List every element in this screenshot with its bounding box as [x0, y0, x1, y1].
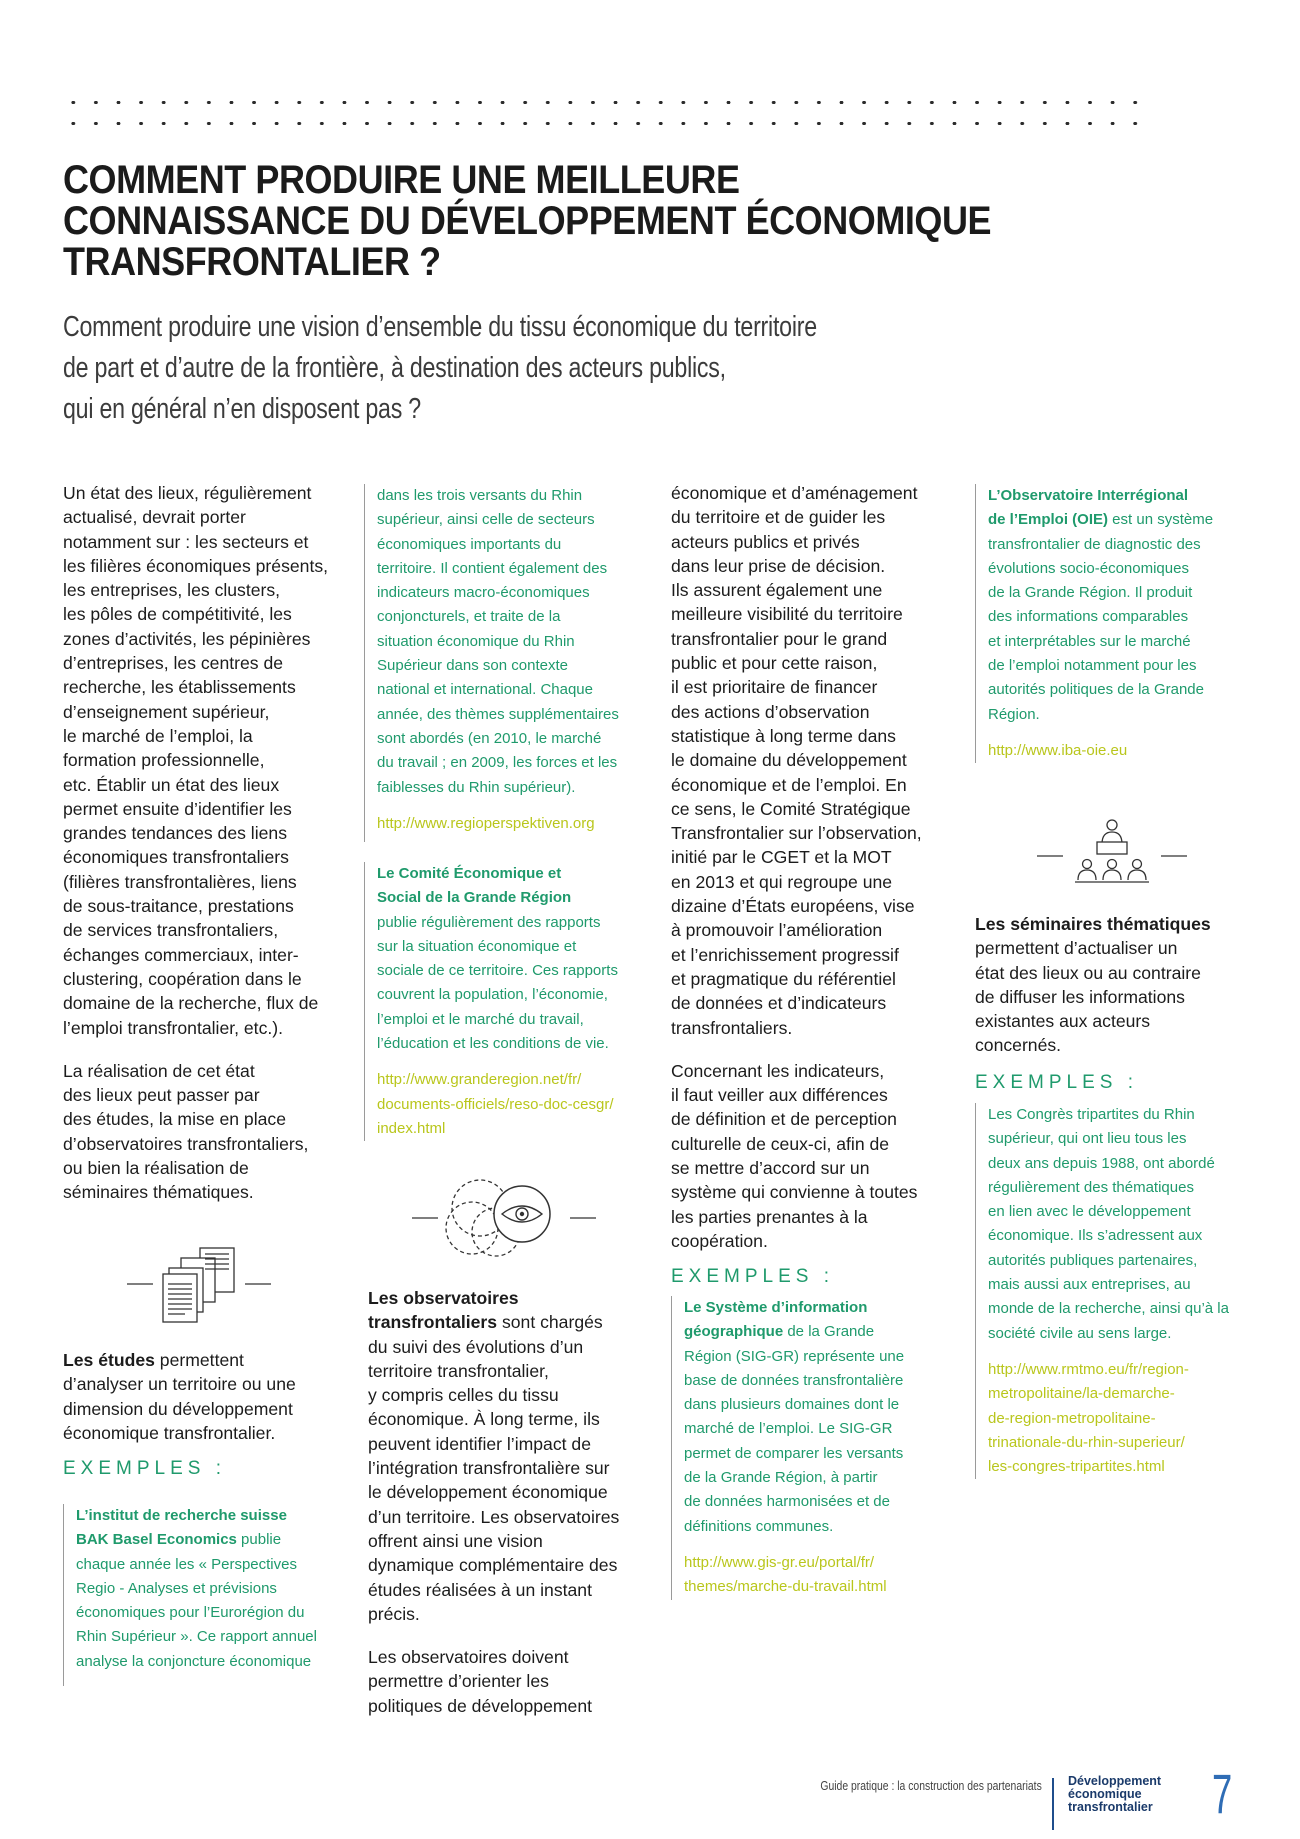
text-line: indicateurs macro-économiques [377, 584, 590, 602]
text-line: les parties prenantes à la [671, 1206, 868, 1227]
oie-line: évolutions socio-économiques [988, 559, 1189, 577]
text-line: sont abordés (en 2010, le marché [377, 729, 602, 747]
sig-line: marché de l’emploi. Le SIG-GR [684, 1420, 893, 1438]
text-line: territoire. Il contient également des [377, 559, 608, 577]
link-line: de-region-metropolitaine- [988, 1409, 1156, 1427]
link-line: index.html [377, 1119, 446, 1137]
text-line: dizaine d’États européens, vise [671, 896, 915, 917]
bak-line: Rhin Supérieur ». Ce rapport annuel [76, 1628, 317, 1646]
link-line: themes/marche-du-travail.html [684, 1578, 887, 1596]
title-line: CONNAISSANCE DU DÉVELOPPEMENT ÉCONOMIQUE [63, 199, 992, 243]
column-3 [671, 481, 961, 1272]
obs-line: offrent ainsi une vision [368, 1530, 543, 1551]
page-subtitle [63, 307, 863, 430]
text-line: notamment sur : les secteurs et [63, 531, 309, 552]
subtitle-line: qui en général n’en disposent pas ? [63, 393, 421, 425]
oie-example-box [975, 484, 1273, 763]
obs-bold-line: Les observatoires [368, 1288, 519, 1308]
text-line: système qui convienne à toutes [671, 1182, 918, 1203]
text-line: ce sens, le Comité Stratégique [671, 798, 911, 819]
text-line: d’entreprises, les centres de [63, 653, 284, 674]
text-line: clustering, coopération dans le [63, 968, 302, 989]
text-line: économiques importants du [377, 535, 562, 553]
text-line: d’observatoires transfrontaliers, [63, 1133, 309, 1154]
obs-line: du suivi des évolutions d’un [368, 1336, 584, 1357]
etudes-line: dimension du développement [63, 1398, 293, 1419]
text-line: domaine de la recherche, flux de [63, 993, 319, 1014]
sem-line: permettent d’actualiser un [975, 938, 1178, 959]
text-line: il faut veiller aux différences [671, 1085, 888, 1106]
oie-bold-line: L’Observatoire Interrégional [988, 487, 1189, 504]
dotted-rule-top [62, 101, 1147, 104]
seminar-audience-icon [1035, 818, 1195, 890]
text-line: en 2013 et qui regroupe une [671, 871, 893, 892]
text-line: Concernant les indicateurs, [671, 1060, 885, 1081]
oie-example-text [988, 484, 1273, 727]
text-line: dans les trois versants du Rhin [377, 487, 583, 504]
text-line: l’emploi transfrontalier, etc.). [63, 1017, 284, 1038]
regio-example-box [364, 484, 662, 842]
congres-example-text [988, 1103, 1273, 1346]
text-line: il est prioritaire de financer [671, 677, 878, 698]
title-line: COMMENT PRODUIRE UNE MEILLEURE [63, 158, 740, 202]
sem-line: état des lieux ou au contraire [975, 962, 1201, 983]
text-line: et l’enrichissement progressif [671, 944, 899, 965]
ces-line: publie régulièrement des rapports [377, 913, 601, 931]
text-line: société civile au sens large. [988, 1324, 1172, 1342]
text-line: conjoncturels, et traite de la [377, 608, 561, 626]
footer-guide-title: Guide pratique : la construction des partenariats [820, 1778, 1042, 1793]
text-line: dans leur prise de décision. [671, 555, 886, 576]
sig-line: base de données transfrontalière [684, 1371, 904, 1389]
sig-line: de données harmonisées et de [684, 1493, 890, 1511]
text-line: mais aussi aux entreprises, au [988, 1276, 1191, 1294]
text-line: de définition et de perception [671, 1109, 897, 1130]
etudes-line: d’analyser un territoire ou une [63, 1374, 296, 1395]
text-line: deux ans depuis 1988, ont abordé [988, 1154, 1215, 1172]
text-line: public et pour cette raison, [671, 653, 878, 674]
title-line: TRANSFRONTALIER ? [63, 240, 441, 284]
bak-line: analyse la conjoncture économique [76, 1652, 312, 1670]
text-line: à promouvoir l’amélioration [671, 920, 883, 941]
text-line: des études, la mise en place [63, 1109, 286, 1130]
sig-line: de la Grande Région, à partir [684, 1469, 878, 1487]
text-line: etc. Établir un état des lieux [63, 774, 280, 795]
ces-example-text [377, 862, 662, 1056]
text-line: meilleure visibilité du territoire [671, 604, 903, 625]
bak-bold-line: L’institut de recherche suisse [76, 1507, 287, 1524]
footer-brand: Développement économique transfrontalier [1068, 1774, 1162, 1814]
obs-line: d’un territoire. Les observatoires [368, 1506, 620, 1527]
text-line: permet ensuite d’identifier les [63, 798, 292, 819]
text-line: échanges commerciaux, inter- [63, 944, 299, 965]
indicateurs-paragraph [671, 1059, 961, 1253]
sig-line: définitions communes. [684, 1517, 834, 1535]
text-line: politiques de développement [368, 1695, 592, 1716]
text-line: régulièrement des thématiques [988, 1178, 1194, 1196]
dotted-rule-bottom [62, 122, 1147, 125]
text-line: recherche, les établissements [63, 677, 296, 698]
sem-bold-line: Les séminaires thématiques [975, 914, 1211, 934]
text-line: les pôles de compétitivité, les [63, 604, 292, 625]
subtitle-line: de part et d’autre de la frontière, à destination des acteurs publics, [63, 352, 726, 384]
oie-line: transfrontalier de diagnostic des [988, 535, 1201, 553]
obs-line: territoire transfrontalier, [368, 1360, 549, 1381]
link-line: http://www.rmtmo.eu/fr/region- [988, 1360, 1189, 1378]
sig-line: Région (SIG-GR) représente une [684, 1347, 905, 1365]
text-line: les entreprises, les clusters, [63, 580, 281, 601]
oie-link[interactable]: http://www.iba-oie.eu [988, 741, 1128, 759]
oie-bold-line: de l’Emploi (OIE) est un système [988, 511, 1214, 529]
documents-icon [125, 1238, 275, 1328]
text-line: Un état des lieux, régulièrement [63, 483, 312, 503]
regio-example-text [377, 484, 662, 800]
intro-paragraph [63, 481, 348, 1040]
page-title [63, 160, 1053, 283]
congres-example-box [975, 1103, 1273, 1479]
text-line: et pragmatique du référentiel [671, 968, 896, 989]
text-line: initié par le CGET et la MOT [671, 847, 892, 868]
sig-example-text [684, 1296, 969, 1539]
text-line: formation professionnelle, [63, 750, 265, 771]
subtitle-line: Comment produire une vision d’ensemble du tissu économique du territoire [63, 311, 817, 343]
text-line: coopération. [671, 1230, 768, 1251]
observatoires-paragraph [368, 1286, 648, 1626]
exemples-label-col3 [671, 1266, 956, 1288]
ces-line: sur la situation économique et [377, 937, 577, 955]
text-line: séminaires thématiques. [63, 1182, 254, 1203]
obs-line: précis. [368, 1603, 420, 1624]
text-line: grandes tendances des liens [63, 823, 287, 844]
oie-line: autorités politiques de la Grande [988, 681, 1204, 699]
text-line: économiques transfrontaliers [63, 847, 289, 868]
exemples-label-col4 [975, 1072, 1260, 1094]
ces-link[interactable] [377, 1068, 662, 1141]
bak-bold-line: BAK Basel Economics publie [76, 1531, 282, 1549]
ces-line: couvrent la population, l’économie, [377, 986, 608, 1004]
column-2-observatoires [368, 1286, 648, 1737]
oie-line: de l’emploi notamment pour les [988, 657, 1197, 675]
sig-example-box [671, 1296, 969, 1600]
text-line: en lien avec le développement [988, 1203, 1191, 1221]
sig-line: dans plusieurs domaines dont le [684, 1396, 900, 1414]
text-line: le domaine du développement [671, 750, 907, 771]
seminaires-block [975, 912, 1265, 1077]
sem-line: concernés. [975, 1035, 1062, 1056]
exemples-heading: EXEMPLES : [975, 1072, 1138, 1093]
realisation-paragraph [63, 1059, 348, 1205]
footer-separator [1052, 1778, 1054, 1830]
text-line: autorités publiques partenaires, [988, 1251, 1198, 1269]
obs-line: dynamique complémentaire des [368, 1555, 618, 1576]
bak-line: économiques pour l’Eurorégion du [76, 1604, 305, 1622]
text-line: économique. Ils s’adressent aux [988, 1227, 1203, 1245]
link-line: metropolitaine/la-demarche- [988, 1385, 1175, 1403]
obs-line: économique. À long terme, ils [368, 1409, 600, 1430]
text-line: d’enseignement supérieur, [63, 701, 270, 722]
text-line: Transfrontalier sur l’observation, [671, 823, 922, 844]
text-line: transfrontaliers. [671, 1017, 793, 1038]
obs-line: peuvent identifier l’impact de [368, 1433, 591, 1454]
text-line: les filières économiques présents, [63, 555, 329, 576]
sig-bold-line: Le Système d’information [684, 1299, 868, 1316]
exemples-heading: EXEMPLES : [671, 1266, 834, 1287]
text-line: Ils assurent également une [671, 580, 883, 601]
oie-line: des informations comparables [988, 608, 1189, 626]
link-line: http://www.gis-gr.eu/portal/fr/ [684, 1553, 875, 1571]
bak-line: Regio - Analyses et prévisions [76, 1579, 277, 1597]
link-line: les-congres-tripartites.html [988, 1458, 1165, 1476]
text-line: de données et d’indicateurs [671, 993, 887, 1014]
ces-line: l’emploi et le marché du travail, [377, 1010, 584, 1028]
text-line: transfrontalier pour le grand [671, 628, 888, 649]
column-1 [63, 481, 348, 1224]
text-line: actualisé, devrait porter [63, 507, 246, 528]
sem-line: existantes aux acteurs [975, 1011, 1151, 1032]
text-line: des lieux peut passer par [63, 1085, 260, 1106]
oie-line: et interprétables sur le marché [988, 632, 1191, 650]
column-3-paragraph-1 [671, 481, 961, 1040]
text-line: national et international. Chaque [377, 681, 593, 699]
seminaires-paragraph [975, 912, 1265, 1058]
text-line: année, des thèmes supplémentaires [377, 705, 619, 723]
observatory-eye-icon [410, 1168, 600, 1268]
etudes-paragraph [63, 1348, 348, 1445]
bak-example-text [76, 1504, 348, 1674]
text-line: statistique à long terme dans [671, 725, 896, 746]
text-line: supérieur, qui ont lieu tous les [988, 1130, 1187, 1148]
text-line: ou bien la réalisation de [63, 1158, 249, 1179]
text-line: faiblesses du Rhin supérieur). [377, 778, 576, 796]
text-line: permettre d’orienter les [368, 1671, 549, 1692]
obs-line: l’intégration transfrontalière sur [368, 1458, 610, 1479]
text-line: du travail ; en 2009, les forces et les [377, 754, 618, 772]
obs-line: le développement économique [368, 1482, 608, 1503]
page-number: 7 [1212, 1762, 1233, 1825]
link-line: trinationale-du-rhin-superieur/ [988, 1433, 1185, 1451]
observatoires-orienter-paragraph [368, 1645, 648, 1718]
text-line: La réalisation de cet état [63, 1060, 255, 1081]
text-line: (filières transfrontalières, liens [63, 871, 297, 892]
text-line: économique et de l’emploi. En [671, 774, 907, 795]
text-line: économique et d’aménagement [671, 483, 918, 503]
text-line: de services transfrontaliers, [63, 920, 279, 941]
text-line: le marché de l’emploi, la [63, 725, 253, 746]
ces-bold-line: Le Comité Économique et [377, 865, 562, 882]
sig-link[interactable] [684, 1551, 969, 1600]
obs-bold-line: transfrontaliers sont chargés [368, 1312, 603, 1333]
ces-line: l’éducation et les conditions de vie. [377, 1035, 609, 1053]
text-line: des actions d’observation [671, 701, 870, 722]
text-line: du territoire et de guider les [671, 507, 886, 528]
sig-bold-line: géographique de la Grande [684, 1323, 875, 1341]
obs-line: y compris celles du tissu [368, 1385, 559, 1406]
text-line: de sous-traitance, prestations [63, 896, 294, 917]
congres-link[interactable] [988, 1358, 1273, 1479]
text-line: se mettre d’accord sur un [671, 1158, 870, 1179]
etudes-line: économique transfrontalier. [63, 1422, 276, 1443]
bak-example-box [63, 1504, 348, 1686]
sem-line: de diffuser les informations [975, 986, 1185, 1007]
ces-example-box [364, 862, 662, 1141]
oie-line: Région. [988, 705, 1040, 723]
oie-line: de la Grande Région. Il produit [988, 584, 1193, 602]
link-line: http://www.granderegion.net/fr/ [377, 1071, 582, 1089]
bak-line: chaque année les « Perspectives [76, 1555, 297, 1573]
etudes-bold-line: Les études permettent [63, 1350, 244, 1370]
ces-bold-line: Social de la Grande Région [377, 889, 572, 907]
sig-line: permet de comparer les versants [684, 1444, 904, 1462]
text-line: Supérieur dans son contexte [377, 657, 568, 675]
text-line: zones d’activités, les pépinières [63, 628, 311, 649]
text-line: monde de la recherche, ainsi qu’à la [988, 1300, 1229, 1318]
text-line: situation économique du Rhin [377, 632, 575, 650]
link-line: documents-officiels/reso-doc-cesgr/ [377, 1095, 614, 1113]
text-line: acteurs publics et privés [671, 531, 860, 552]
regio-link[interactable]: http://www.regioperspektiven.org [377, 814, 595, 832]
exemples-label-col1 [63, 1458, 348, 1480]
etudes-block [63, 1348, 348, 1464]
ces-line: sociale de ce territoire. Ces rapports [377, 962, 618, 980]
text-line: Les observatoires doivent [368, 1647, 569, 1668]
exemples-heading: EXEMPLES : [63, 1458, 226, 1479]
text-line: supérieur, ainsi celle de secteurs [377, 511, 595, 529]
text-line: Les Congrès tripartites du Rhin [988, 1106, 1195, 1123]
text-line: culturelle de ceux-ci, afin de [671, 1133, 890, 1154]
obs-line: études réalisées à un instant [368, 1579, 592, 1600]
